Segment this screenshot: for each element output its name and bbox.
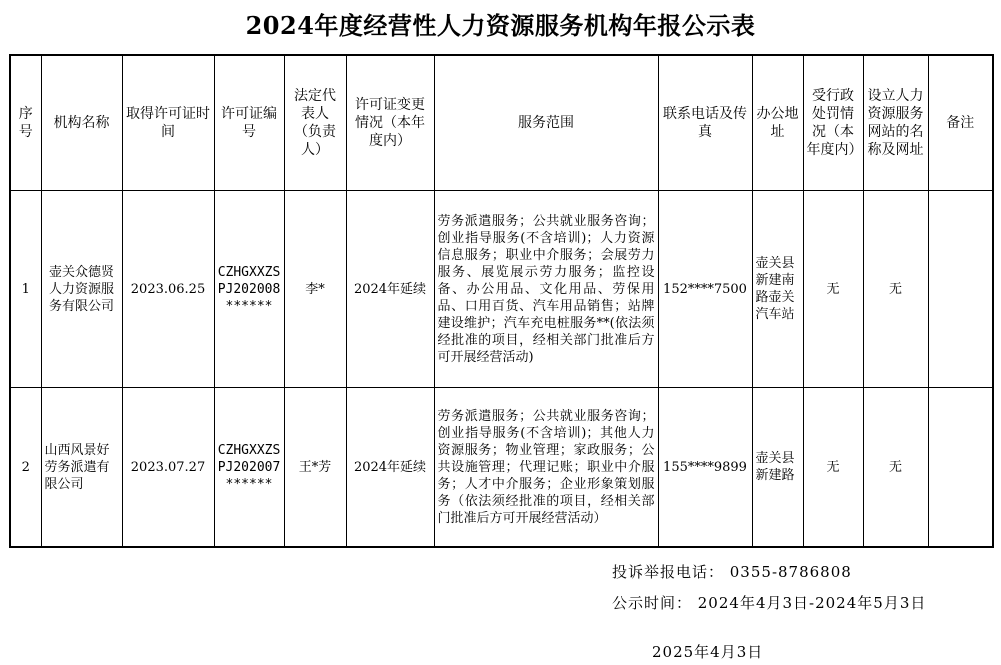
cell-date: 2023.07.27 <box>122 388 214 548</box>
header-rep: 法定代表人（负责人） <box>284 55 346 191</box>
cell-seq: 2 <box>10 388 41 548</box>
cell-remark <box>928 191 993 388</box>
cell-license: CZHGXXZSPJ202007****** <box>214 388 284 548</box>
cell-date: 2023.06.25 <box>122 191 214 388</box>
header-date: 取得许可证时间 <box>122 55 214 191</box>
cell-name: 山西风景好劳务派遣有限公司 <box>41 388 122 548</box>
table-row <box>10 388 993 548</box>
header-address: 办公地址 <box>752 55 803 191</box>
table-header-row <box>10 55 993 191</box>
cell-phone: 152****7500 <box>658 191 752 388</box>
header-license: 许可证编号 <box>214 55 284 191</box>
cell-penalty: 无 <box>803 388 863 548</box>
cell-remark <box>928 388 993 548</box>
complaint-hotline: 投诉举报电话： 0355-8786808 <box>612 563 852 581</box>
header-phone: 联系电话及传真 <box>658 55 752 191</box>
table-row <box>10 191 993 388</box>
cell-website: 无 <box>863 191 928 388</box>
cell-penalty: 无 <box>803 191 863 388</box>
header-seq: 序号 <box>10 55 41 191</box>
cell-website: 无 <box>863 388 928 548</box>
publicity-period: 公示时间： 2024年4月3日-2024年5月3日 <box>612 594 927 612</box>
header-scope: 服务范围 <box>434 55 658 191</box>
cell-scope: 劳务派遣服务；公共就业服务咨询；创业指导服务(不含培训)；其他人力资源服务；物业管理；家政服务；公共设施管理；代理记账；职业中介服务；人才中介服务；企业形象策划服务（依法须经批准的项目，经相关部门批准后方可开展经营活动） <box>434 388 658 548</box>
report-table <box>9 54 994 548</box>
header-name: 机构名称 <box>41 55 122 191</box>
cell-scope: 劳务派遣服务；公共就业服务咨询；创业指导服务(不含培训)；人力资源信息服务；职业中介服务；会展劳力服务、展览展示劳力服务；监控设备、办公用品、文化用品、劳保用品、口用百货、汽车用品销售；站牌建设维护；汽车充电桩服务**(依法须经批准的项目，经相关部门批准后方可开展经营活动) <box>434 191 658 388</box>
cell-address: 壶关县新建南路壶关汽车站 <box>752 191 803 388</box>
cell-change: 2024年延续 <box>346 388 434 548</box>
page-title: 2024年度经营性人力资源服务机构年报公示表 <box>245 11 756 40</box>
cell-phone: 155****9899 <box>658 388 752 548</box>
header-change: 许可证变更情况（本年度内） <box>346 55 434 191</box>
cell-rep: 王*芳 <box>284 388 346 548</box>
issue-date: 2025年4月3日 <box>652 643 764 661</box>
cell-rep: 李* <box>284 191 346 388</box>
cell-seq: 1 <box>10 191 41 388</box>
cell-name: 壶关众德贤人力资源服务有限公司 <box>41 191 122 388</box>
header-website: 设立人力资源服务网站的名称及网址 <box>863 55 928 191</box>
cell-change: 2024年延续 <box>346 191 434 388</box>
cell-address: 壶关县新建路 <box>752 388 803 548</box>
header-penalty: 受行政处罚情况（本年度内） <box>803 55 863 191</box>
header-remark: 备注 <box>928 55 993 191</box>
cell-license: CZHGXXZSPJ202008****** <box>214 191 284 388</box>
